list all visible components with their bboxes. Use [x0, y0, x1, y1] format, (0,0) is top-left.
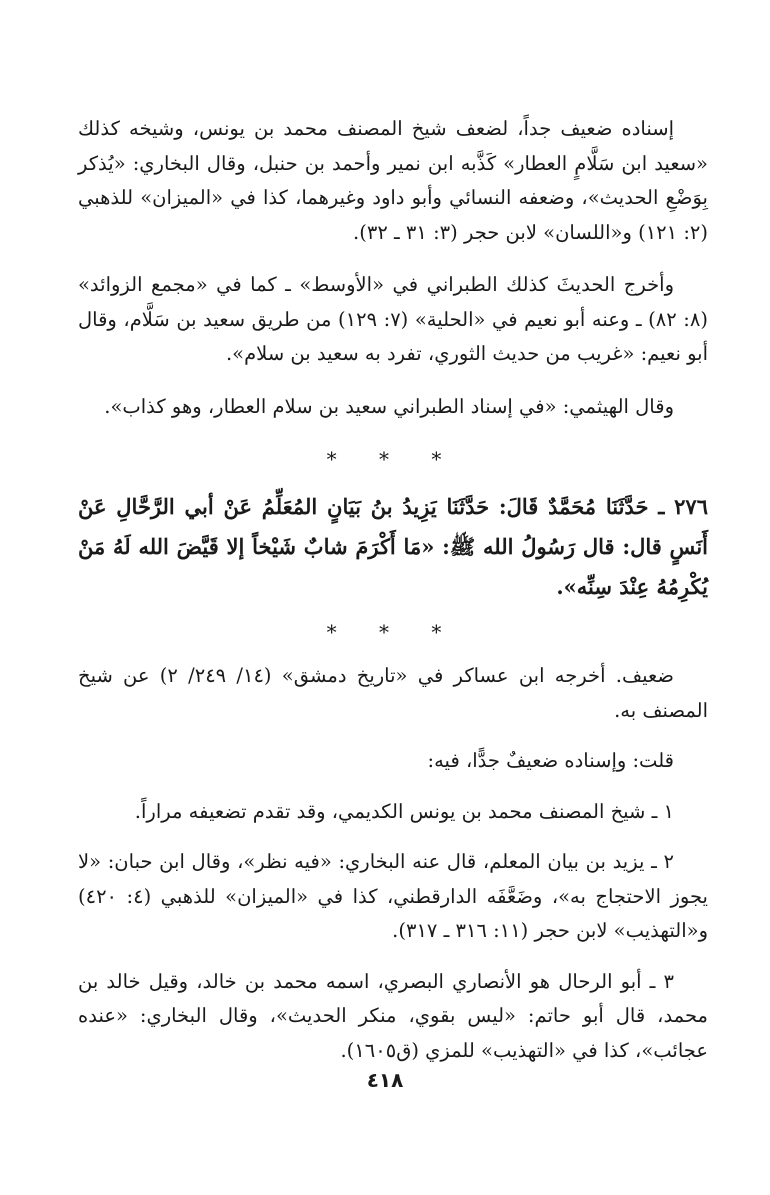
page-body: [78, 112, 708, 1084]
paragraph-grading: ضعيف. أخرجه ابن عساكر في «تاريخ دمشق» (١٤/ ٢٤٩/ ٢) عن شيخ المصنف به.: [78, 664, 708, 722]
list-item-narrator-3: ٣ ـ أبو الرحال هو الأنصاري البصري، اسمه محمد بن خالد، وقيل خالد بن محمد، قال أبو حاتم: «ليس بقوي، منكر الحديث»، وقال البخاري: «عنده عجائب»، كذا في «التهذيب» للمزي (ق١٦٠٥).: [78, 969, 708, 1062]
paragraph-isnad-weakness: إسناده ضعيف جداً، لضعف شيخ المصنف محمد بن يونس، وشيخه كذلك «سعيد ابن سَلَّامٍ العطار» كَذَّبه ابن نمير وأحمد بن حنبل، وقال البخاري: «يُذكر بِوَضْعِ الحديث»، وضعفه النسائي وأبو داود وغيرهما، كذا في «الميزان» للذهبي (٢: ١٢١) و«اللسان» لابن حجر (٣: ٣١ ـ ٣٢).: [78, 117, 708, 244]
paragraph-tabarani-source: وأخرج الحديثَ كذلك الطبراني في «الأوسط» ـ كما في «مجمع الزوائد» (٨: ٨٢) ـ وعنه أبو نعيم في «الحلية» (٧: ١٢٩) من طريق سعيد بن سَلَّام، وقال أبو نعيم: «غريب من حديث الثوري، تفرد به سعيد بن سلام».: [78, 273, 708, 365]
section-separator: * * *: [326, 619, 460, 644]
page-number: ٤١٨: [366, 1068, 404, 1092]
paragraph-note: قلت: وإسناده ضعيفٌ جدًّا، فيه:: [427, 749, 674, 772]
list-item-narrator-2: ٢ ـ يزيد بن بيان المعلم، قال عنه البخاري: «فيه نظر»، وقال ابن حبان: «لا يجوز الاحتجاج به»، وضَعَّفَه الدارقطني، كذا في «الميزان» للذهبي (٤: ٤٢٠) و«التهذيب» لابن حجر (١١: ٣١٦ ـ ٣١٧).: [78, 850, 708, 942]
paragraph-haythami-quote: وقال الهيثمي: «في إسناد الطبراني سعيد بن سلام العطار، وهو كذاب».: [104, 394, 674, 418]
list-item-narrator-1: ١ ـ شيخ المصنف محمد بن يونس الكديمي، وقد تقدم تضعيفه مراراً.: [134, 799, 674, 823]
section-separator: * * *: [326, 447, 460, 471]
hadith-276-text: ٢٧٦ ـ حَدَّثَنَا مُحَمَّدٌ قَالَ: حَدَّثَنَا يَزِيدُ بنُ بَيَانٍ المُعَلِّمُ عَنْ أبي الرَّحَّالِ عَنْ أَنَسٍ قال: قال رَسُولُ الله ﷺ: «مَا أَكْرَمَ شابٌ شَيْخاً إلا قَيَّضَ الله لَهُ مَنْ يُكْرِمُهُ عِنْدَ سِنِّه».: [78, 493, 708, 599]
